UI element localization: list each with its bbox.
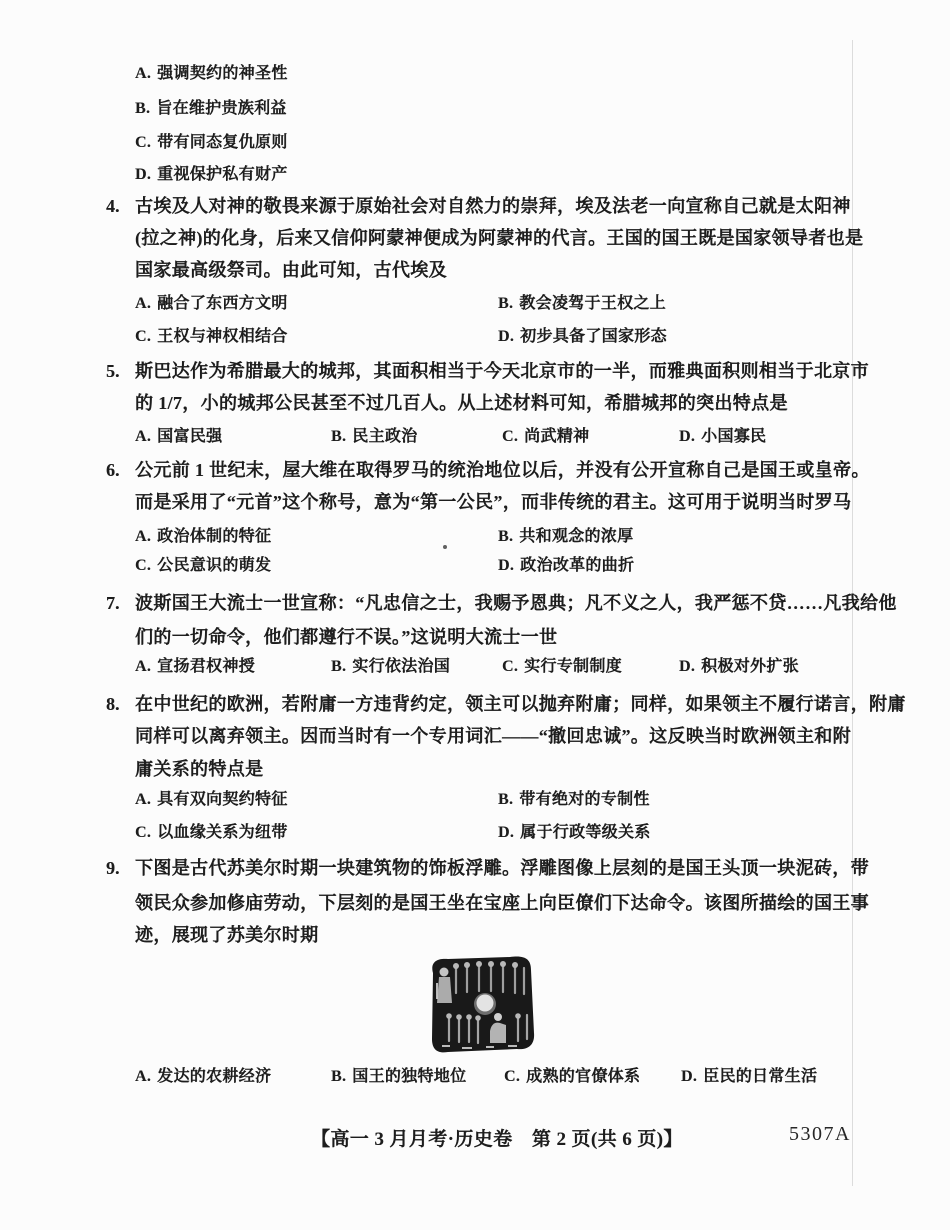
question-7-number: 7. [106,593,120,613]
option-text: 初步具备了国家形态 [520,328,667,345]
question-4-number: 4. [106,196,120,216]
question-9-option-b [331,1068,466,1086]
question-6-stem-line-2 [135,492,851,513]
option-text: 国王的独特地位 [352,1068,467,1085]
question-7-option-b [331,658,450,676]
option-label: A. [135,528,152,545]
option-text: 实行依法治国 [352,658,451,675]
page-footer: 【高一 3 月月考·历史卷 第 2 页(共 6 页)】 [311,1129,683,1150]
question-4-stem-line-1 [106,196,851,217]
option-label: B. [498,295,514,312]
question-6-number: 6. [106,460,120,480]
option-text: 政治体制的特征 [157,528,272,545]
question-8-option-c [135,824,288,842]
option-text: 具有双向契约特征 [157,791,288,808]
stem-line-text: 迹，展现了苏美尔时期 [135,925,319,945]
relief-plaque-graphic [422,955,540,1055]
option-label: C. [135,328,152,345]
option-text: 宣扬君权神授 [157,658,255,675]
stem-line-text: 在中世纪的欧洲，若附庸一方违背约定，领主可以抛弃附庸；同样，如果领主不履行诺言，附庸 [135,694,906,714]
option-label: B. [498,791,514,808]
question-8-stem-line-3 [135,759,263,780]
stem-line-text: 古埃及人对神的敬畏来源于原始社会对自然力的崇拜，埃及法老一向宣称自己就是太阳神 [135,196,851,216]
option-label: D. [679,428,696,445]
question-5-option-a [135,428,222,446]
question-8-stem-line-1 [106,694,906,715]
option-text: 尚武精神 [524,428,590,445]
option-label: A. [135,295,152,312]
question-9-option-d [681,1068,817,1086]
question3-option-c [135,134,288,152]
question-9-stem-line-2 [135,893,869,914]
option-label: C. [135,134,152,151]
option-label: C. [502,428,519,445]
sumerian-relief-figure [422,955,540,1060]
question-5-option-b [331,428,417,446]
option-label: A. [135,65,152,82]
question-7-option-d [679,658,799,676]
question-9-stem-line-3 [135,925,319,946]
question-6-option-b [498,528,633,546]
question-4-option-b [498,295,666,313]
option-label: A. [135,428,152,445]
option-text: 政治改革的曲折 [520,557,635,574]
question-7-stem-line-2 [135,627,557,648]
stem-line-text: 公元前 1 世纪末，屋大维在取得罗马的统治地位以后，并没有公开宣称自己是国王或皇帝。 [135,460,870,480]
paper-code: 5307A [789,1123,851,1145]
question-9-number: 9. [106,858,120,878]
question-5-number: 5. [106,361,120,381]
question-5-stem-line-1 [106,361,869,382]
option-label: B. [331,428,347,445]
option-label: A. [135,791,152,808]
question-8-stem-line-2 [135,726,851,747]
option-text: 共和观念的浓厚 [519,528,634,545]
option-label: C. [135,824,152,841]
option-label: C. [135,557,152,574]
option-label: B. [135,100,151,117]
option-text: 强调契约的神圣性 [157,65,288,82]
option-label: A. [135,1068,152,1085]
question-6-stem-line-1 [106,460,870,481]
question-7-stem-line-1 [106,593,897,614]
option-text: 成熟的官僚体系 [526,1068,641,1085]
option-text: 小国寡民 [701,428,767,445]
option-label: D. [498,557,515,574]
option-text: 重视保护私有财产 [157,166,288,183]
option-label: D. [498,824,515,841]
question-6-option-d [498,557,634,575]
question-8-option-b [498,791,650,809]
question-5-stem-line-2 [135,393,788,414]
question-4-option-d [498,328,667,346]
stem-line-text: 的 1/7，小的城邦公民甚至不过几百人。从上述材料可知，希腊城邦的突出特点是 [135,393,788,413]
question-8-option-a [135,791,288,809]
option-text: 教会凌驾于王权之上 [519,295,666,312]
option-label: B. [331,658,347,675]
stem-line-text: 们的一切命令，他们都遵行不误。”这说明大流士一世 [135,627,558,647]
option-text: 带有同态复仇原则 [157,134,288,151]
question-9-option-c [504,1068,640,1086]
question-4-stem-line-3 [135,260,447,281]
question-4-option-a [135,295,288,313]
question-7-option-c [502,658,622,676]
option-label: C. [504,1068,521,1085]
question-4-stem-line-2 [135,228,863,249]
question-8-number: 8. [106,694,120,714]
option-text: 旨在维护贵族利益 [156,100,287,117]
question3-option-b [135,100,287,118]
question-5-option-d [679,428,766,446]
question-6-option-a [135,528,271,546]
option-label: C. [502,658,519,675]
option-label: B. [498,528,514,545]
option-label: A. [135,658,152,675]
option-text: 以血缘关系为纽带 [157,824,288,841]
option-text: 民主政治 [352,428,418,445]
stem-line-text: 国家最高级祭司。由此可知，古代埃及 [135,260,447,280]
scan-artifact-dot [443,545,447,549]
option-text: 国富民强 [157,428,223,445]
question-9-stem-line-1 [106,858,869,879]
option-text: 公民意识的萌发 [157,557,272,574]
stem-line-text: 下图是古代苏美尔时期一块建筑物的饰板浮雕。浮雕图像上层刻的是国王头顶一块泥砖，带 [135,858,869,878]
stem-line-text: 而是采用了“元首”这个称号，意为“第一公民”，而非传统的君主。这可用于说明当时罗马 [135,492,852,512]
question-8-option-d [498,824,651,842]
option-text: 属于行政等级关系 [520,824,651,841]
stem-line-text: 同样可以离弃领主。因而当时有一个专用词汇——“撤回忠诚”。这反映当时欧洲领主和附 [135,726,851,746]
option-text: 臣民的日常生活 [703,1068,818,1085]
option-text: 积极对外扩张 [701,658,799,675]
question-6-option-c [135,557,271,575]
question3-option-a [135,65,288,83]
question-5-option-c [502,428,589,446]
option-label: D. [681,1068,698,1085]
question-7-option-a [135,658,255,676]
stem-line-text: 波斯国王大流士一世宣称：“凡忠信之士，我赐予恩典；凡不义之人，我严惩不贷……凡我给他 [135,593,897,613]
option-label: D. [135,166,152,183]
option-text: 王权与神权相结合 [157,328,288,345]
option-label: D. [498,328,515,345]
question-4-option-c [135,328,288,346]
option-text: 发达的农耕经济 [157,1068,272,1085]
stem-line-text: 领民众参加修庙劳动，下层刻的是国王坐在宝座上向臣僚们下达命令。该图所描绘的国王事 [135,893,869,913]
option-text: 融合了东西方文明 [157,295,288,312]
option-text: 实行专制制度 [524,658,622,675]
option-label: B. [331,1068,347,1085]
option-text: 带有绝对的专制性 [519,791,650,808]
question3-option-d [135,166,288,184]
stem-line-text: 庸关系的特点是 [135,759,264,779]
option-label: D. [679,658,696,675]
stem-line-text: (拉之神)的化身，后来又信仰阿蒙神便成为阿蒙神的代言。王国的国王既是国家领导者也是 [135,228,864,248]
stem-line-text: 斯巴达作为希腊最大的城邦，其面积相当于今天北京市的一半，而雅典面积则相当于北京市 [135,361,869,381]
question-9-option-a [135,1068,271,1086]
